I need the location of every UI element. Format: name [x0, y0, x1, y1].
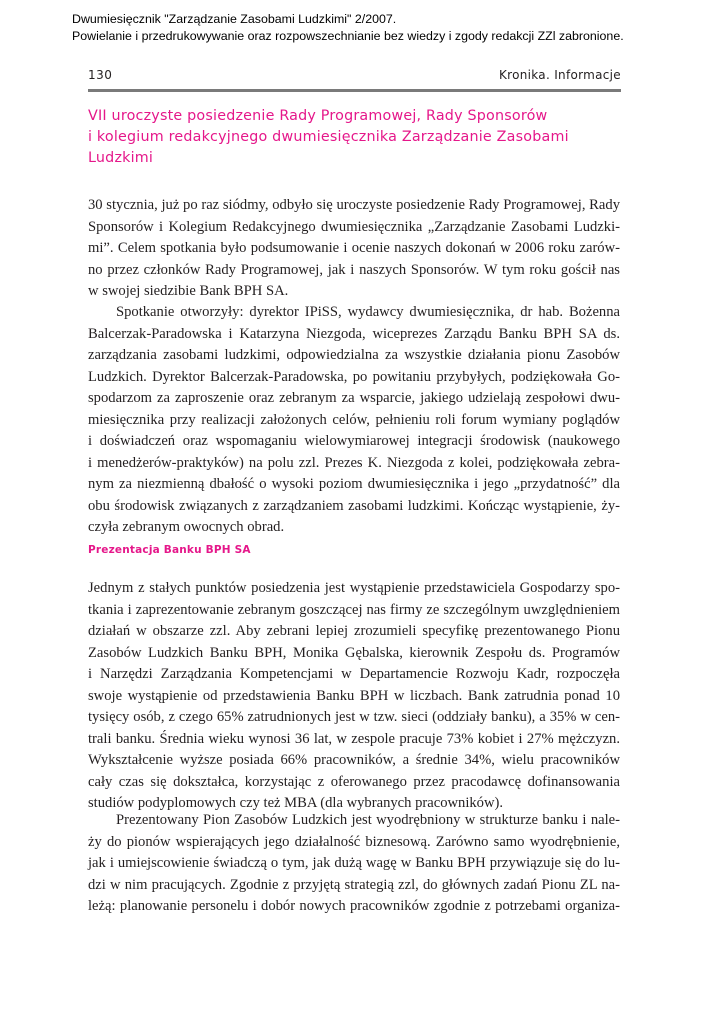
title-line: Ludzkimi [88, 150, 154, 166]
page-number: 130 [88, 68, 113, 82]
running-header [88, 66, 621, 86]
text-line: mi”. Celem spotkania było podsumowanie i ocenie naszych dokonań w 2006 roku zarów- [88, 240, 620, 256]
notice-line-2: Powielanie i przedrukowywanie oraz rozpowszechnianie bez wiedzy i zgody redakcji ZZl zabronione. [72, 29, 624, 43]
text-line: swoje wystąpienie od przedstawienia Banku BPH w liczbach. Bank zatrudnia ponad 10 [88, 687, 620, 704]
title-line: i kolegium redakcyjnego dwumiesięcznika Zarządzanie Zasobami [88, 129, 569, 145]
text-line: miesięcznika przy realizacji założonych celów, pełnieniu roli forum wymiany poglądów [88, 411, 620, 428]
text-line: Prezentowany Pion Zasobów Ludzkich jest wyodrębniony w strukturze banku i nale- [116, 812, 620, 828]
text-line: tysięcy osób, z czego 65% zatrudnionych jest w tzw. sieci (oddziały banku), a 35% w cen- [88, 709, 620, 725]
notice-line-1: Dwumiesięcznik "Zarządzanie Zasobami Ludzkimi" 2/2007. [72, 12, 397, 26]
article-title [88, 106, 621, 169]
text-line: jak i umiejscowienie świadczą o tym, jak dużą wagę w Banku BPH przywiązuje się do lu- [88, 855, 620, 871]
text-line: Zasobów Ludzkich Banku BPH, Monika Gębalska, kierownik Zespołu ds. Programów [88, 644, 620, 661]
text-line: Sponsorów i Kolegium Redakcyjnego dwumiesięcznika „Zarządzanie Zasobami Ludzki- [88, 218, 620, 235]
text-line: czyła zebranym owocnych obrad. [88, 519, 285, 535]
text-line: leżą: planowanie personelu i dobór nowych pracowników zgodnie z potrzebami organiza- [88, 898, 620, 914]
text-line: zarządzania zasobami ludzkimi, odpowiedzialna za wszystkie działania pionu Zasobów [88, 347, 620, 363]
paragraph-4 [88, 810, 620, 918]
text-line: Ludzkich. Dyrektor Balcerzak-Paradowska, po powitaniu przybyłych, podziękowała Go- [88, 368, 620, 385]
text-line: cały czas się dokształca, korzystając z oferowanego przez pracodawcę dofinansowania [88, 773, 620, 790]
paragraph-1 [88, 195, 620, 303]
section-name: Kronika. Informacje [498, 68, 621, 82]
text-line: i doświadczeń oraz wspomaganiu wielowymiarowej integracji środowisk (naukowego [88, 433, 620, 449]
text-line: Balcerzak-Paradowska i Katarzyna Niezgoda, wiceprezes Zarządu Banku BPH SA ds. [88, 325, 620, 342]
text-line: obu środowisk związanych z zarządzaniem zasobami ludzkimi. Kończąc wystąpienie, ży- [88, 497, 620, 514]
copyright-notice [72, 11, 692, 45]
text-line: studiów podyplomowych czy też MBA (dla wybranych pracowników). [88, 795, 504, 811]
paragraph-2 [88, 302, 620, 539]
text-line: no przez członków Rady Programowej, jak i naszych Sponsorów. W tym roku gościł nas [88, 261, 620, 278]
text-line: nym za niezmienną dbałość o wysoki poziom dwumiesięcznika i jego „przydatność” dla [88, 476, 620, 492]
text-line: Jednym z stałych punktów posiedzenia jest wystąpienie przedstawiciela Gospodarzy spo- [88, 580, 620, 596]
text-line: i Narzędzi Zarządzania Kompetencjami w Departamencie Rozwoju Kadr, rozpoczęła [88, 666, 620, 682]
subheading: Prezentacja Banku BPH SA [88, 544, 251, 556]
text-line: w swojej siedzibie Bank BPH SA. [88, 283, 289, 299]
text-line: spodarzom za zaproszenie oraz zebranym za wsparcie, jakiego udzielają zespołowi dwu- [88, 390, 620, 406]
text-line: ży do pionów wspierających jego działalność biznesową. Zarówno samo wyodrębnienie, [88, 833, 620, 850]
text-line: 30 stycznia, już po raz siódmy, odbyło się uroczyste posiedzenie Rady Programowej, Rady [88, 197, 620, 213]
text-line: dzi w nim pracujących. Zgodnie z przyjętą strategią zzl, do głównych zadań Pionu ZL na- [88, 876, 620, 893]
text-line: i menedżerów-praktyków) na polu zzl. Prezes K. Niezgoda z kolei, podziękowała zebra- [88, 454, 620, 471]
text-line: tkania i zaprezentowanie zebranym goszczącej nas firmy ze szczególnym uwzględnieniem [88, 601, 620, 618]
header-rule [88, 89, 621, 92]
text-line: Wykształcenie wyższe posiada 66% pracowników, a średnie 34%, wielu pracowników [88, 752, 620, 768]
text-line: Spotkanie otworzyły: dyrektor IPiSS, wydawcy dwumiesięcznika, dr hab. Bożenna [116, 304, 620, 320]
text-line: działań w obszarze zzl. Aby zebrani lepiej zrozumieli specyfikę prezentowanego Pionu [88, 623, 620, 639]
title-line: VII uroczyste posiedzenie Rady Programowej, Rady Sponsorów [88, 108, 548, 124]
text-line: trali banku. Średnia wieku wynosi 36 lat, w zespole pracuje 73% kobiet i 27% mężczyzn. [88, 730, 620, 747]
paragraph-3 [88, 578, 620, 815]
